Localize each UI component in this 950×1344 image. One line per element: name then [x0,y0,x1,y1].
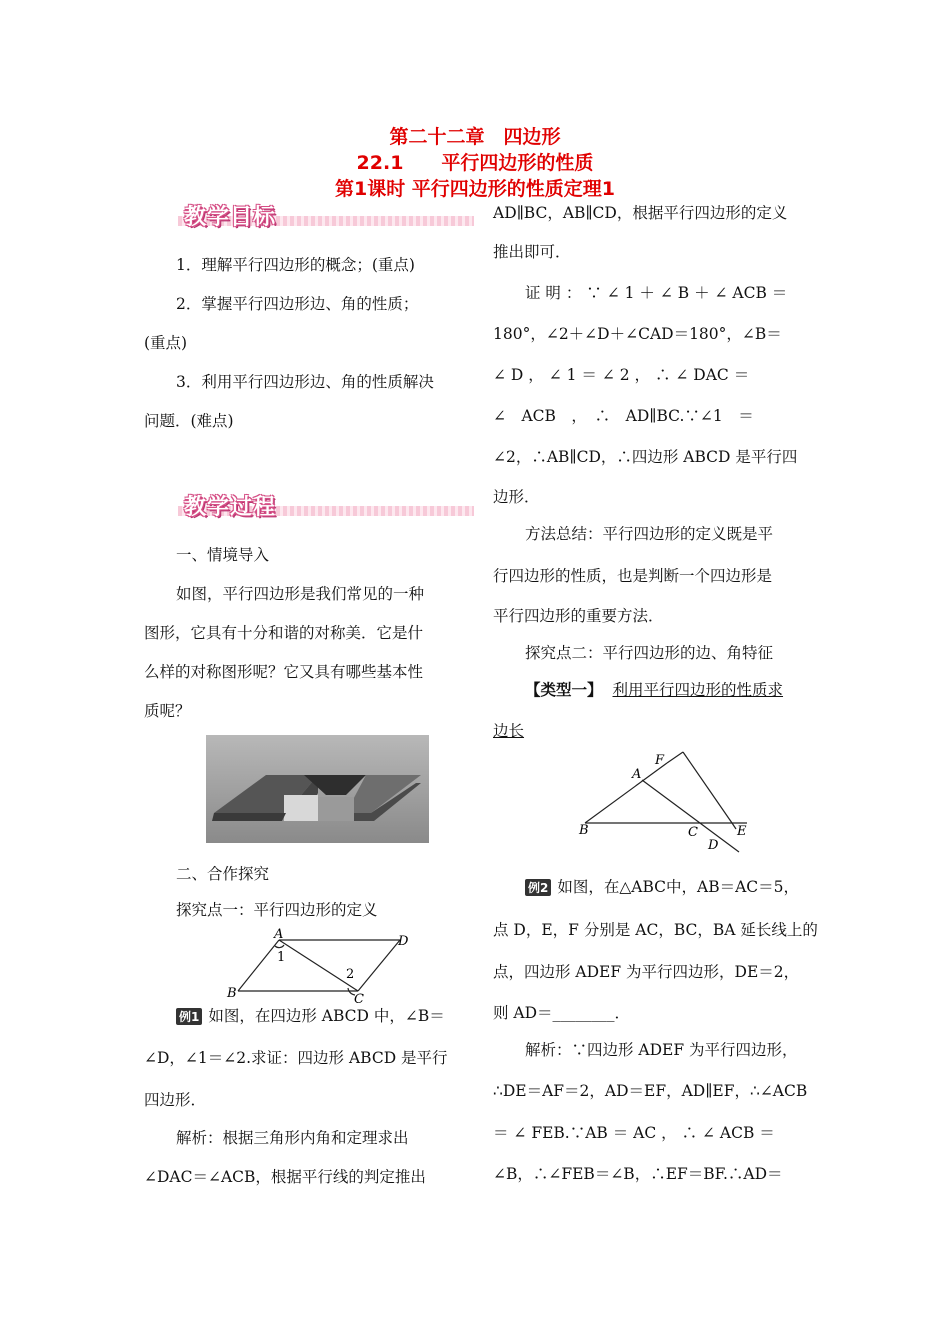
goals-banner: 教学目标 [178,200,474,234]
fig2-label-d: D [708,838,719,853]
method-line-1: 方法总结：平行四边形的定义既是平 [525,525,774,543]
parallelogram-photo [206,735,429,843]
fig2-label-e: E [737,824,747,839]
section-title: 22.1 平行四边形的性质 [356,152,594,174]
proof-line-6: 边形． [493,488,540,506]
fig2-label-c: C [688,825,698,840]
analysis-2-line-3: ＝ ∠ FEB.∵AB ＝ AC ， ∴ ∠ ACB ＝ [493,1124,775,1142]
intro-heading: 一、情境导入 [176,546,270,564]
lesson-title: 第1课时 平行四边形的性质定理1 [334,178,616,200]
figure-1 [222,924,418,1004]
process-banner: 教学过程 [178,490,474,524]
example-2-badge: 例2 [525,879,551,896]
proof-line-1: 证 明 ： ∵ ∠ 1 ＋ ∠ B ＋ ∠ ACB ＝ [525,284,788,302]
intro-line-4: 质呢？ [144,702,191,720]
method-line-2: 行四边形的性质，也是判断一个四边形是 [493,567,773,585]
right-line-1: AD∥BC，AB∥CD，根据平行四边形的定义 [493,204,788,222]
example-2-line-4: 则 AD＝________． [493,1004,631,1022]
fig1-label-c: C [354,992,364,1004]
fig2-label-a: A [632,767,642,782]
type-1-heading: 【类型一】 利用平行四边形的性质求 [525,680,784,699]
point-2: 探究点二：平行四边形的边、角特征 [525,644,774,662]
fig1-label-b: B [227,986,237,1001]
example-2-line-3: 点，四边形 ADEF 为平行四边形，DE＝2， [493,963,800,981]
fig2-label-f: F [655,753,665,768]
proof-line-3: ∠ D ， ∠ 1 ＝ ∠ 2 ， ∴ ∠ DAC ＝ [493,366,750,384]
analysis-line-2: ∠DAC＝∠ACB，根据平行线的判定推出 [144,1168,426,1186]
right-line-2: 推出即可． [493,243,571,261]
proof-line-2: 180°，∠2＋∠D＋∠CAD＝180°，∠B＝ [493,325,782,343]
intro-line-2: 图形，它具有十分和谐的对称美．它是什 [144,624,424,642]
fig1-label-a: A [274,927,284,942]
goal-2b: (重点) [144,334,188,352]
analysis-2-line-1: 解析：∵四边形 ADEF 为平行四边形， [525,1041,798,1059]
fig1-label-2: 2 [346,967,355,982]
intro-line-3: 么样的对称图形呢？它又具有哪些基本性 [144,663,424,681]
figure-2 [575,748,755,858]
fig1-label-1: 1 [277,950,286,965]
example-2-line-1: 例2 如图，在△ABC中，AB＝AC＝5， [525,875,799,897]
example-1-badge: 例1 [176,1008,202,1025]
example-1-line-1: 例1 如图，在四边形 ABCD 中，∠B＝ [176,1004,445,1026]
method-line-3: 平行四边形的重要方法． [493,607,664,625]
type-1-title-cont: 边长 [493,722,525,740]
proof-line-5: ∠2，∴AB∥CD，∴四边形 ABCD 是平行四 [493,448,798,466]
goal-3a: 3．利用平行四边形边、角的性质解决 [176,373,434,391]
goal-1: 1．理解平行四边形的概念；(重点) [176,256,415,274]
analysis-2-line-2: ∴DE＝AF＝2，AD＝EF，AD∥EF，∴∠ACB [493,1082,808,1100]
example-1-line-2: ∠D，∠1＝∠2.求证：四边形 ABCD 是平行 [144,1049,448,1067]
intro-line-1: 如图，平行四边形是我们常见的一种 [176,585,425,603]
analysis-line-1: 解析：根据三角形内角和定理求出 [176,1129,409,1147]
photo-tile-square [284,795,318,821]
example-2-line-2: 点 D，E，F 分别是 AC，BC，BA 延长线上的 [493,921,818,939]
goal-3b: 问题．(难点) [144,412,234,430]
proof-line-4: ∠ ACB ， ∴ AD∥BC.∵∠1 ＝ [493,407,754,425]
analysis-2-line-4: ∠B，∴∠FEB＝∠B，∴EF＝BF.∴AD＝ [493,1165,783,1183]
example-1-line-3: 四边形． [144,1091,207,1109]
coop-heading: 二、合作探究 [176,865,270,883]
fig2-label-b: B [579,823,589,838]
goal-2a: 2．掌握平行四边形边、角的性质； [176,295,419,313]
chapter-title: 第二十二章 四边形 [389,126,561,148]
fig1-label-d: D [398,934,409,949]
point-1: 探究点一：平行四边形的定义 [176,901,378,919]
